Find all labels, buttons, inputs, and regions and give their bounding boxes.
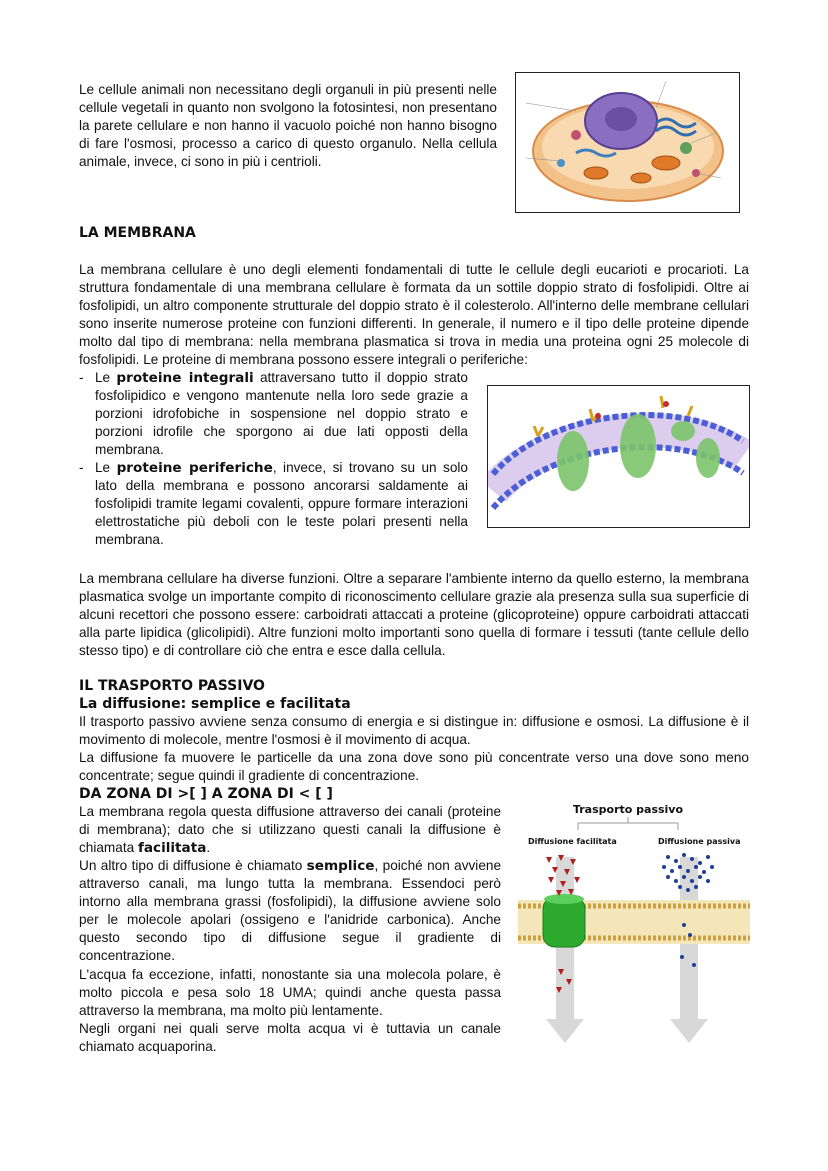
list-text-post: , invece, si trovano su un solo lato della membrana e possono ancorarsi saldamente ai fosfolipidi tramite legami covalenti, oppure formare interazioni elettrostatiche più deboli con le teste polari presenti nella membrana. <box>95 460 468 547</box>
membrana-paragraph-1: La membrana cellulare è uno degli elementi fondamentali di tutte le cellule degli eucarioti e procarioti. La struttura fondamentale di una membrana cellulare è formata da un sottile doppio strato di fosfolipidi. Oltre ai fosfolipidi, un altro componente strutturale del doppio strato è il colesterolo. All'interno delle membrane cellulari sono inserite numerose proteine con funzioni differenti. In generale, il numero e il tipo delle proteine dipende molto dal tipo di membrana: nella membrana plasmatica si trova in media una proteina ogni 25 molecole di fosfolipidi. Le proteine di membrana possono essere integrali o periferiche: <box>79 262 749 367</box>
membrana-heading: LA MEMBRANA <box>79 225 196 241</box>
acquaporina-paragraph: Negli organi nei quali serve molta acqua vi è tuttavia un canale chiamato acquaporina. <box>79 1021 501 1054</box>
diffusione-subheading: La diffusione: semplice e facilitata <box>79 696 351 712</box>
diagram-label-passiva: Diffusione passiva <box>658 837 741 846</box>
semplice-text-bold: semplice <box>306 858 375 874</box>
list-text-bold: proteine integrali <box>116 370 254 386</box>
zone-heading: DA ZONA DI >[ ] A ZONA DI < [ ] <box>79 786 333 802</box>
list-dash: - <box>79 370 84 385</box>
canali-paragraph <box>79 803 501 857</box>
canali-text-post: . <box>206 840 211 855</box>
trasporto-paragraph-2: La diffusione fa muovere le particelle da una zona dove sono più concentrate verso una dove sono meno concentrate; segue quindi il gradiente di concentrazione. <box>79 750 749 783</box>
membrane-figure <box>487 385 750 528</box>
lipid-bilayer-illustration <box>488 386 749 527</box>
canali-text-pre: La membrana regola questa diffusione attraverso dei canali (proteine di membrana); dato che si utilizzano questi canali la diffusione è chiamata <box>79 804 501 855</box>
list-text-pre: Le <box>95 370 117 385</box>
intro-paragraph: Le cellule animali non necessitano degli organuli in più presenti nelle cellule vegetali in quanto non svolgono la fotosintesi, non presentano la parete cellulare e non hanno il vacuolo poiché non hanno bisogno di fare l'osmosi, processo a carico di questo organulo. Nella cellula animale, invece, ci sono in più i centrioli. <box>79 82 497 169</box>
list-item-periferiche <box>79 459 468 549</box>
list-item-integrali <box>79 369 468 459</box>
passive-transport-diagram <box>518 797 750 1049</box>
list-text-bold: proteine periferiche <box>116 460 273 476</box>
trasporto-heading: IL TRASPORTO PASSIVO <box>79 678 265 694</box>
canali-text-bold: facilitata <box>137 840 207 856</box>
trasporto-paragraph-1: Il trasporto passivo avviene senza consumo di energia e si distingue in: diffusione e osmosi. La diffusione è il movimento di molecole, mentre l'osmosi è il movimento di acqua. <box>79 714 749 747</box>
membrana-paragraph-2: La membrana cellulare ha diverse funzioni. Oltre a separare l'ambiente interno da quello esterno, la membrana plasmatica svolge un importante compito di riconoscimento cellulare grazie ala presenza sulla sua superficie di alcuni recettori che possono essere: carboidrati attaccati a proteine (glicoproteine) oppure carboidrati attaccati alla parte lipidica (glicolipidi). Altre funzioni molto importanti sono quella di formare i tessuti (tante cellule dello stesso tipo) e di controllare ciò che entra e esce dalla cellula. <box>79 571 749 658</box>
animal-cell-figure <box>515 72 740 213</box>
acqua-paragraph: L'acqua fa eccezione, infatti, nonostante sia una molecola polare, è molto piccola e pesa solo 18 UMA; quindi anche questa passa attraverso la membrana, ma molto più lentamente. <box>79 967 501 1018</box>
list-text-post: attraversano tutto il doppio strato fosfolipidico e vengono mantenute nella loro sede grazie a porzioni idrofobiche in sospensione nel doppio strato e porzioni idrofile che sporgono ai due lati opposti della membrana. <box>95 370 468 457</box>
diagram-title: Trasporto passivo <box>572 803 684 816</box>
transport-illustration <box>518 797 750 1049</box>
semplice-text-pre: Un altro tipo di diffusione è chiamato <box>79 858 307 873</box>
semplice-text-post: , poiché non avviene attraverso canali, ma lungo tutta la membrana. Essendoci però intorno alla membrana grassi (fosfolipidi), la diffusione avviene solo per le molecole apolari (ossigeno e l'anidride carbonica). Anche questo secondo tipo di diffusione segue il gradiente di concentrazione. <box>79 858 502 963</box>
animal-cell-illustration <box>516 73 739 212</box>
list-text-pre: Le <box>95 460 117 475</box>
semplice-paragraph <box>79 857 501 965</box>
diagram-label-facilitata: Diffusione facilitata <box>528 837 617 846</box>
list-dash: - <box>79 460 84 475</box>
